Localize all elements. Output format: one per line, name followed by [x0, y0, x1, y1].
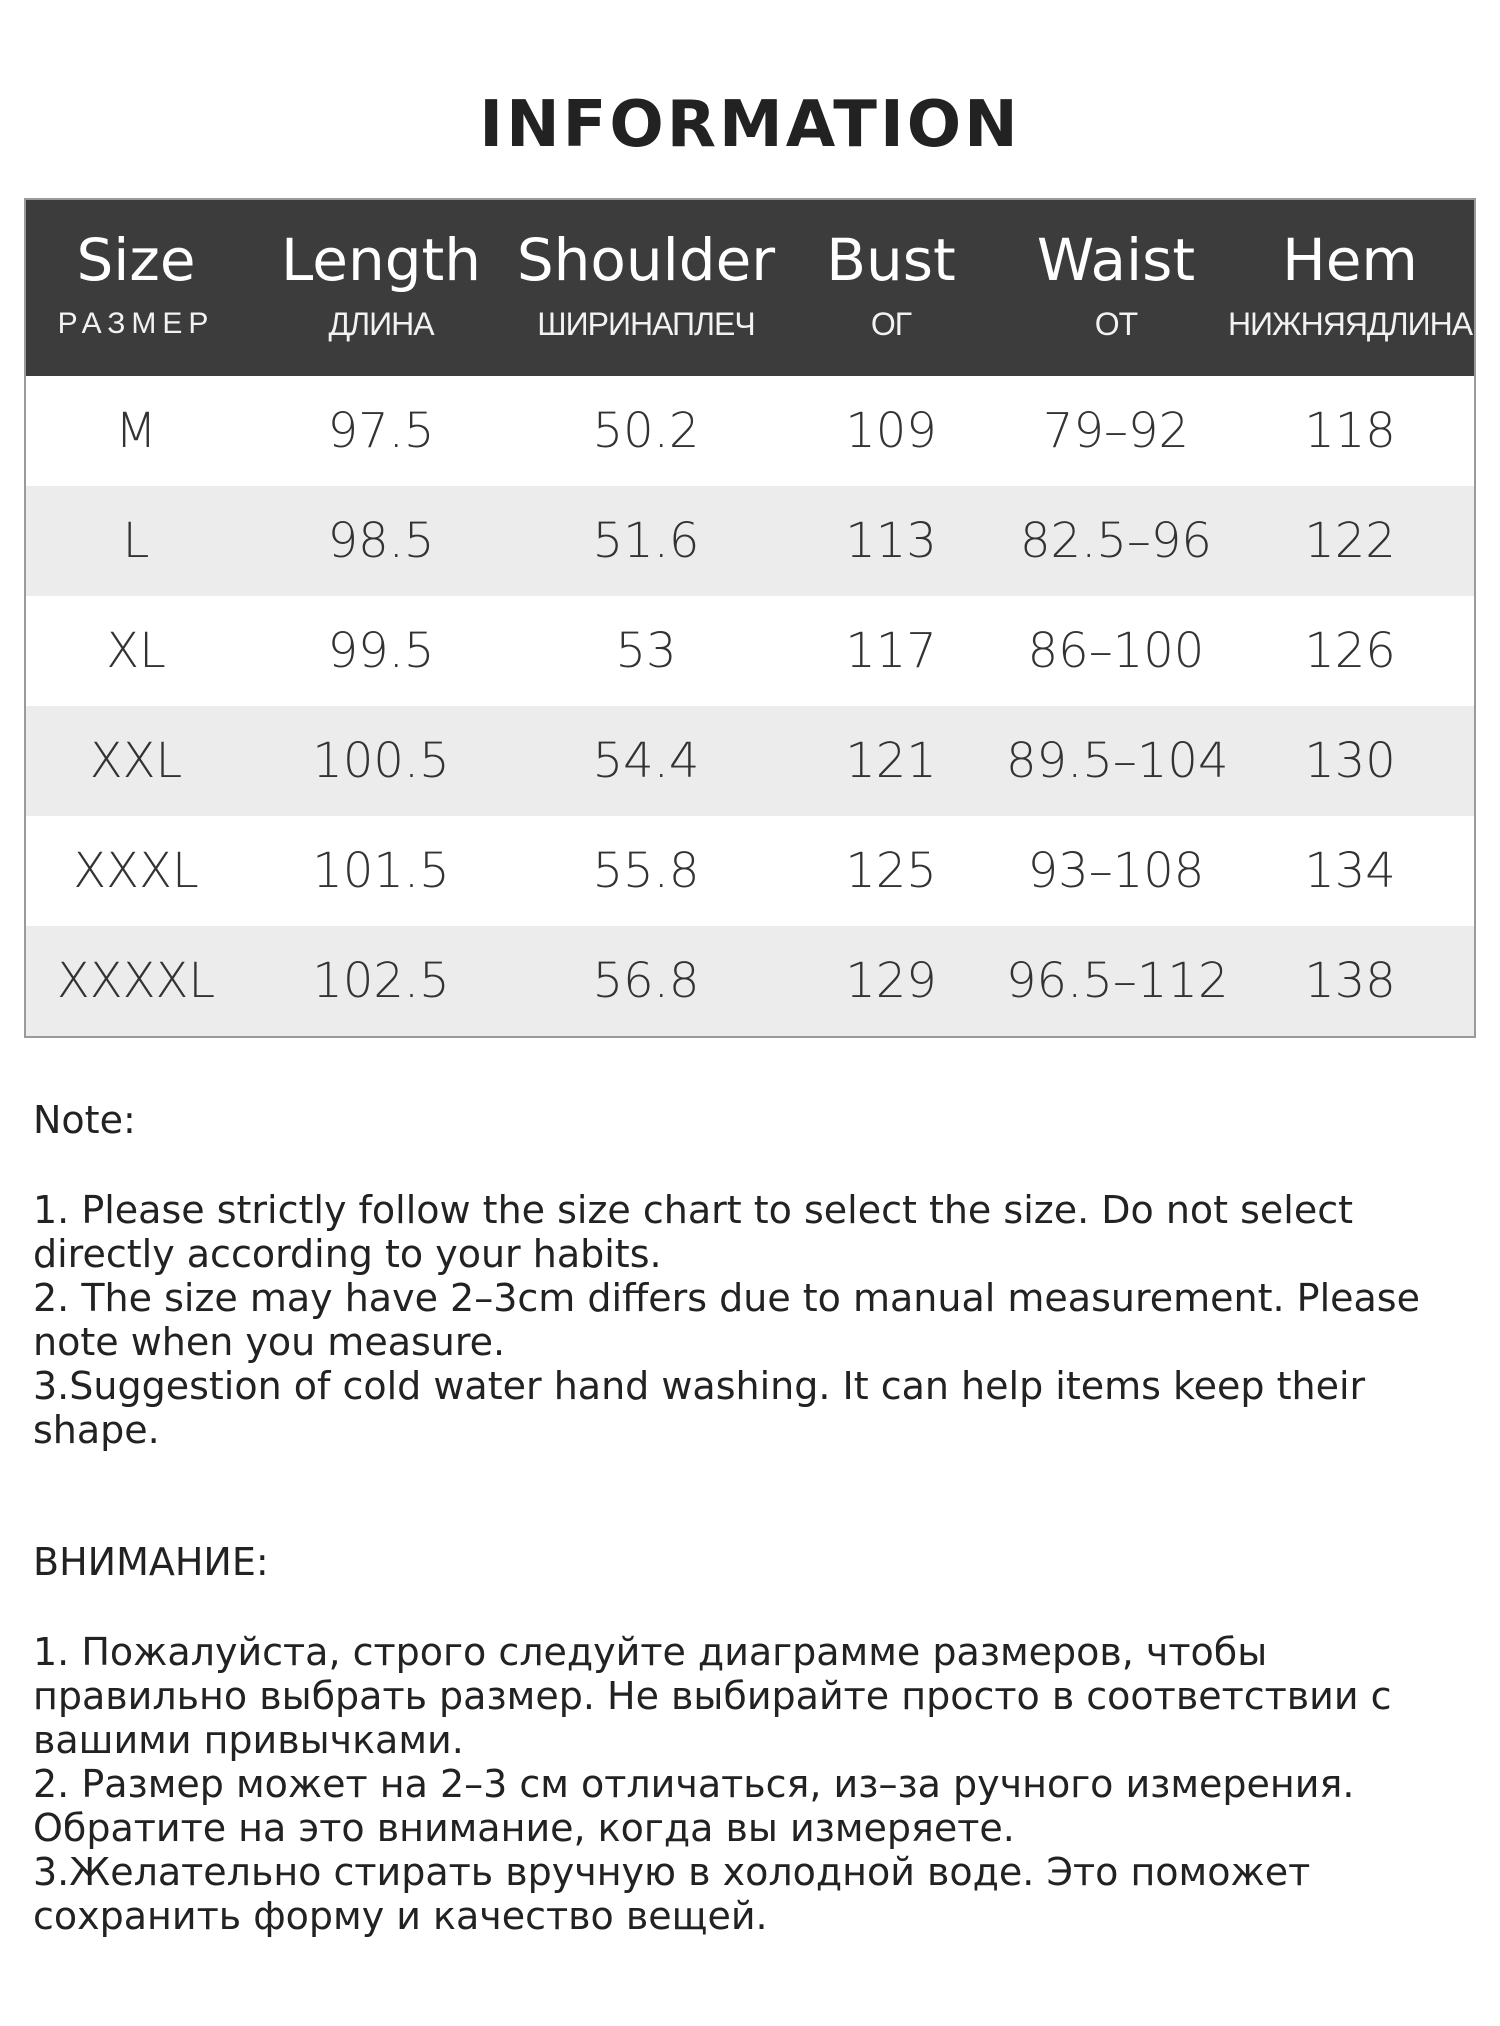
table-row: [26, 816, 1474, 926]
header-label-en: Hem: [1282, 226, 1418, 294]
cell-shoulder: 56.8: [592, 953, 700, 1009]
header-length: [246, 200, 516, 376]
header-label-en: Bust: [826, 226, 956, 294]
header-label-ru: ОГ: [870, 306, 912, 342]
cell-waist: 79–92: [1042, 403, 1190, 459]
cell-hem: 138: [1304, 953, 1396, 1009]
note-item: 1. Please strictly follow the size chart to select the size. Do not select directly according to your habits.: [33, 1188, 1354, 1276]
cell-size: XXXXL: [56, 953, 216, 1009]
note-item: 2. Размер может на 2–3 см отличаться, из–за ручного измерения. Обратите на это внимание, когда вы измеряете.: [33, 1762, 1355, 1850]
cell-shoulder: 55.8: [592, 843, 700, 899]
cell-length: 101.5: [312, 843, 450, 899]
cell-shoulder: 53: [615, 623, 677, 679]
cell-length: 100.5: [312, 733, 450, 789]
header-label-ru: ШИРИНАПЛЕЧ: [537, 306, 755, 342]
cell-size: XL: [106, 623, 166, 679]
note-item: 1. Пожалуйста, строго следуйте диаграмме размеров, чтобы правильно выбрать размер. Не выбирайте просто в соответствии с вашими привычками.: [33, 1630, 1392, 1762]
header-label-en: Shoulder: [516, 226, 776, 294]
header-waist: [1006, 200, 1226, 376]
header-label-ru: ДЛИНА: [328, 306, 434, 342]
cell-length: 102.5: [312, 953, 450, 1009]
cell-hem: 122: [1304, 513, 1396, 569]
cell-size: M: [115, 403, 157, 459]
header-label-ru: ОТ: [1094, 306, 1138, 342]
note-item: 2. The size may have 2–3cm differs due to manual measurement. Please note when you measure.: [33, 1276, 1420, 1364]
cell-size: L: [122, 513, 150, 569]
note-item: 3.Suggestion of cold water hand washing. It can help items keep their shape.: [33, 1364, 1366, 1452]
header-label-en: Length: [280, 226, 482, 294]
cell-hem: 126: [1304, 623, 1396, 679]
cell-bust: 125: [845, 843, 937, 899]
cell-waist: 86–100: [1027, 623, 1205, 679]
cell-hem: 134: [1304, 843, 1396, 899]
cell-length: 98.5: [327, 513, 435, 569]
cell-waist: 93–108: [1027, 843, 1205, 899]
size-chart-table: [24, 198, 1476, 1038]
cell-waist: 89.5–104: [1006, 733, 1229, 789]
page-title: INFORMATION: [479, 88, 1021, 162]
table-row: [26, 706, 1474, 816]
note-english: [33, 1098, 1473, 1452]
cell-waist: 82.5–96: [1020, 513, 1212, 569]
header-hem: [1226, 200, 1474, 376]
header-bust: [776, 200, 1006, 376]
header-size: [26, 200, 246, 376]
note-heading: ВНИМАНИЕ:: [33, 1540, 269, 1584]
header-label-ru: НИЖНЯЯДЛИНА: [1227, 306, 1473, 342]
header-shoulder: [516, 200, 776, 376]
note-russian: [33, 1540, 1473, 1938]
cell-waist: 96.5–112: [1006, 953, 1229, 1009]
cell-hem: 118: [1304, 403, 1396, 459]
table-body: [26, 376, 1474, 1036]
cell-hem: 130: [1304, 733, 1396, 789]
cell-shoulder: 51.6: [592, 513, 700, 569]
table-row: [26, 596, 1474, 706]
cell-bust: 109: [845, 403, 937, 459]
cell-bust: 117: [845, 623, 937, 679]
header-label-en: Waist: [1036, 226, 1196, 294]
note-item: 3.Желательно стирать вручную в холодной воде. Это поможет сохранить форму и качество вещей.: [33, 1850, 1311, 1938]
cell-shoulder: 54.4: [592, 733, 700, 789]
header-label-en: Size: [76, 226, 196, 294]
cell-size: XXXL: [73, 843, 199, 899]
cell-bust: 129: [845, 953, 937, 1009]
table-row: [26, 926, 1474, 1036]
notes-section: [33, 1098, 1473, 2026]
table-row: [26, 486, 1474, 596]
cell-bust: 121: [845, 733, 937, 789]
cell-shoulder: 50.2: [592, 403, 700, 459]
cell-bust: 113: [845, 513, 937, 569]
cell-size: XXL: [89, 733, 183, 789]
note-heading: Note:: [33, 1098, 136, 1142]
cell-length: 97.5: [327, 403, 435, 459]
table-row: [26, 376, 1474, 486]
header-label-ru: РАЗМЕР: [57, 307, 215, 340]
cell-length: 99.5: [327, 623, 435, 679]
table-header: [26, 200, 1474, 376]
